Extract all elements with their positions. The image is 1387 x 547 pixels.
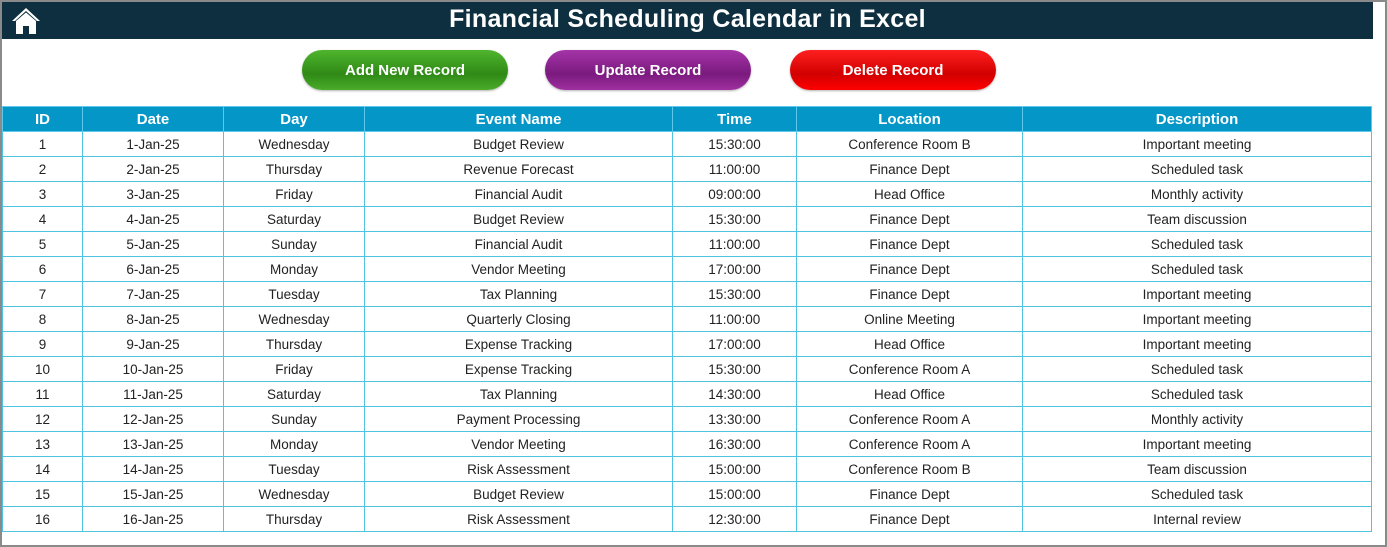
cell-date[interactable]: 9-Jan-25 (83, 332, 224, 357)
cell-description[interactable]: Scheduled task (1023, 482, 1372, 507)
cell-date[interactable]: 16-Jan-25 (83, 507, 224, 532)
cell-id[interactable]: 13 (3, 432, 83, 457)
cell-event-name[interactable]: Budget Review (365, 482, 673, 507)
cell-time[interactable]: 15:30:00 (673, 207, 797, 232)
cell-id[interactable]: 9 (3, 332, 83, 357)
cell-description[interactable]: Monthly activity (1023, 182, 1372, 207)
cell-id[interactable]: 14 (3, 457, 83, 482)
table-row[interactable] (3, 407, 1372, 432)
cell-event-name[interactable]: Expense Tracking (365, 332, 673, 357)
cell-event-name[interactable]: Financial Audit (365, 182, 673, 207)
cell-day[interactable]: Monday (224, 432, 365, 457)
table-row[interactable] (3, 307, 1372, 332)
cell-time[interactable]: 17:00:00 (673, 257, 797, 282)
cell-id[interactable]: 8 (3, 307, 83, 332)
cell-day[interactable]: Wednesday (224, 132, 365, 157)
title-bar (2, 2, 1373, 39)
add-new-record-button[interactable]: Add New Record (302, 50, 508, 90)
cell-id[interactable]: 11 (3, 382, 83, 407)
column-header-description: Description (1023, 107, 1372, 132)
cell-location[interactable]: Finance Dept (797, 282, 1023, 307)
cell-id[interactable]: 5 (3, 232, 83, 257)
cell-time[interactable]: 15:30:00 (673, 357, 797, 382)
cell-event-name[interactable]: Budget Review (365, 132, 673, 157)
cell-description[interactable]: Important meeting (1023, 332, 1372, 357)
cell-event-name[interactable]: Quarterly Closing (365, 307, 673, 332)
table-header-row (3, 107, 1372, 132)
cell-id[interactable]: 2 (3, 157, 83, 182)
cell-date[interactable]: 11-Jan-25 (83, 382, 224, 407)
records-table (2, 106, 1372, 532)
table-row[interactable] (3, 207, 1372, 232)
cell-id[interactable]: 10 (3, 357, 83, 382)
cell-date[interactable]: 2-Jan-25 (83, 157, 224, 182)
cell-day[interactable]: Monday (224, 257, 365, 282)
cell-id[interactable]: 7 (3, 282, 83, 307)
cell-location[interactable]: Finance Dept (797, 157, 1023, 182)
table-row[interactable] (3, 232, 1372, 257)
cell-id[interactable]: 4 (3, 207, 83, 232)
cell-location[interactable]: Finance Dept (797, 507, 1023, 532)
cell-description[interactable]: Important meeting (1023, 432, 1372, 457)
cell-location[interactable]: Online Meeting (797, 307, 1023, 332)
delete-record-button[interactable]: Delete Record (790, 50, 996, 90)
column-header-day: Day (224, 107, 365, 132)
column-header-location: Location (797, 107, 1023, 132)
cell-time[interactable]: 15:30:00 (673, 282, 797, 307)
cell-location[interactable]: Conference Room B (797, 457, 1023, 482)
table-row[interactable] (3, 332, 1372, 357)
cell-id[interactable]: 6 (3, 257, 83, 282)
cell-location[interactable]: Head Office (797, 332, 1023, 357)
cell-id[interactable]: 16 (3, 507, 83, 532)
cell-event-name[interactable]: Financial Audit (365, 232, 673, 257)
table-row[interactable] (3, 357, 1372, 382)
table-row[interactable] (3, 482, 1372, 507)
column-header-event-name: Event Name (365, 107, 673, 132)
cell-time[interactable]: 16:30:00 (673, 432, 797, 457)
table-row[interactable] (3, 382, 1372, 407)
cell-description[interactable]: Important meeting (1023, 132, 1372, 157)
cell-event-name[interactable]: Vendor Meeting (365, 432, 673, 457)
cell-day[interactable]: Thursday (224, 507, 365, 532)
cell-description[interactable]: Internal review (1023, 507, 1372, 532)
cell-day[interactable]: Sunday (224, 407, 365, 432)
cell-date[interactable]: 6-Jan-25 (83, 257, 224, 282)
cell-day[interactable]: Saturday (224, 382, 365, 407)
cell-location[interactable]: Finance Dept (797, 232, 1023, 257)
cell-time[interactable]: 14:30:00 (673, 382, 797, 407)
cell-event-name[interactable]: Budget Review (365, 207, 673, 232)
cell-day[interactable]: Thursday (224, 157, 365, 182)
column-header-time: Time (673, 107, 797, 132)
cell-date[interactable]: 1-Jan-25 (83, 132, 224, 157)
cell-event-name[interactable]: Revenue Forecast (365, 157, 673, 182)
cell-date[interactable]: 7-Jan-25 (83, 282, 224, 307)
cell-event-name[interactable]: Tax Planning (365, 282, 673, 307)
cell-date[interactable]: 15-Jan-25 (83, 482, 224, 507)
column-header-id: ID (3, 107, 83, 132)
cell-date[interactable]: 10-Jan-25 (83, 357, 224, 382)
cell-description[interactable]: Scheduled task (1023, 257, 1372, 282)
cell-location[interactable]: Finance Dept (797, 207, 1023, 232)
cell-description[interactable]: Team discussion (1023, 457, 1372, 482)
cell-id[interactable]: 1 (3, 132, 83, 157)
cell-time[interactable]: 11:00:00 (673, 307, 797, 332)
cell-location[interactable]: Finance Dept (797, 482, 1023, 507)
cell-event-name[interactable]: Vendor Meeting (365, 257, 673, 282)
cell-time[interactable]: 11:00:00 (673, 232, 797, 257)
cell-day[interactable]: Tuesday (224, 282, 365, 307)
cell-description[interactable]: Scheduled task (1023, 382, 1372, 407)
cell-day[interactable]: Sunday (224, 232, 365, 257)
cell-date[interactable]: 3-Jan-25 (83, 182, 224, 207)
cell-day[interactable]: Thursday (224, 332, 365, 357)
cell-date[interactable]: 4-Jan-25 (83, 207, 224, 232)
cell-location[interactable]: Conference Room A (797, 432, 1023, 457)
table-row[interactable] (3, 182, 1372, 207)
cell-description[interactable]: Scheduled task (1023, 232, 1372, 257)
cell-id[interactable]: 3 (3, 182, 83, 207)
cell-day[interactable]: Friday (224, 182, 365, 207)
cell-day[interactable]: Wednesday (224, 482, 365, 507)
cell-description[interactable]: Monthly activity (1023, 407, 1372, 432)
cell-id[interactable]: 12 (3, 407, 83, 432)
cell-location[interactable]: Head Office (797, 182, 1023, 207)
cell-description[interactable]: Important meeting (1023, 307, 1372, 332)
cell-time[interactable]: 11:00:00 (673, 157, 797, 182)
cell-day[interactable]: Friday (224, 357, 365, 382)
table-row[interactable] (3, 457, 1372, 482)
cell-id[interactable]: 15 (3, 482, 83, 507)
cell-day[interactable]: Wednesday (224, 307, 365, 332)
table-row[interactable] (3, 132, 1372, 157)
cell-description[interactable]: Scheduled task (1023, 357, 1372, 382)
cell-day[interactable]: Tuesday (224, 457, 365, 482)
cell-time[interactable]: 15:00:00 (673, 457, 797, 482)
column-header-date: Date (83, 107, 224, 132)
cell-date[interactable]: 12-Jan-25 (83, 407, 224, 432)
cell-event-name[interactable]: Payment Processing (365, 407, 673, 432)
cell-event-name[interactable]: Risk Assessment (365, 507, 673, 532)
cell-time[interactable]: 15:30:00 (673, 132, 797, 157)
cell-time[interactable]: 09:00:00 (673, 182, 797, 207)
table-row[interactable] (3, 507, 1372, 532)
cell-date[interactable]: 8-Jan-25 (83, 307, 224, 332)
update-record-button[interactable]: Update Record (545, 50, 751, 90)
page-title: Financial Scheduling Calendar in Excel (449, 5, 926, 33)
cell-time[interactable]: 13:30:00 (673, 407, 797, 432)
cell-date[interactable]: 5-Jan-25 (83, 232, 224, 257)
cell-event-name[interactable]: Risk Assessment (365, 457, 673, 482)
table-row[interactable] (3, 432, 1372, 457)
table-row[interactable] (3, 157, 1372, 182)
cell-location[interactable]: Conference Room B (797, 132, 1023, 157)
cell-event-name[interactable]: Expense Tracking (365, 357, 673, 382)
cell-time[interactable]: 15:00:00 (673, 482, 797, 507)
cell-time[interactable]: 17:00:00 (673, 332, 797, 357)
cell-description[interactable]: Scheduled task (1023, 157, 1372, 182)
table-row[interactable] (3, 257, 1372, 282)
cell-event-name[interactable]: Tax Planning (365, 382, 673, 407)
cell-date[interactable]: 14-Jan-25 (83, 457, 224, 482)
table-row[interactable] (3, 282, 1372, 307)
cell-time[interactable]: 12:30:00 (673, 507, 797, 532)
cell-location[interactable]: Conference Room A (797, 357, 1023, 382)
cell-description[interactable]: Important meeting (1023, 282, 1372, 307)
cell-location[interactable]: Conference Room A (797, 407, 1023, 432)
cell-date[interactable]: 13-Jan-25 (83, 432, 224, 457)
cell-location[interactable]: Finance Dept (797, 257, 1023, 282)
cell-description[interactable]: Team discussion (1023, 207, 1372, 232)
cell-location[interactable]: Head Office (797, 382, 1023, 407)
cell-day[interactable]: Saturday (224, 207, 365, 232)
